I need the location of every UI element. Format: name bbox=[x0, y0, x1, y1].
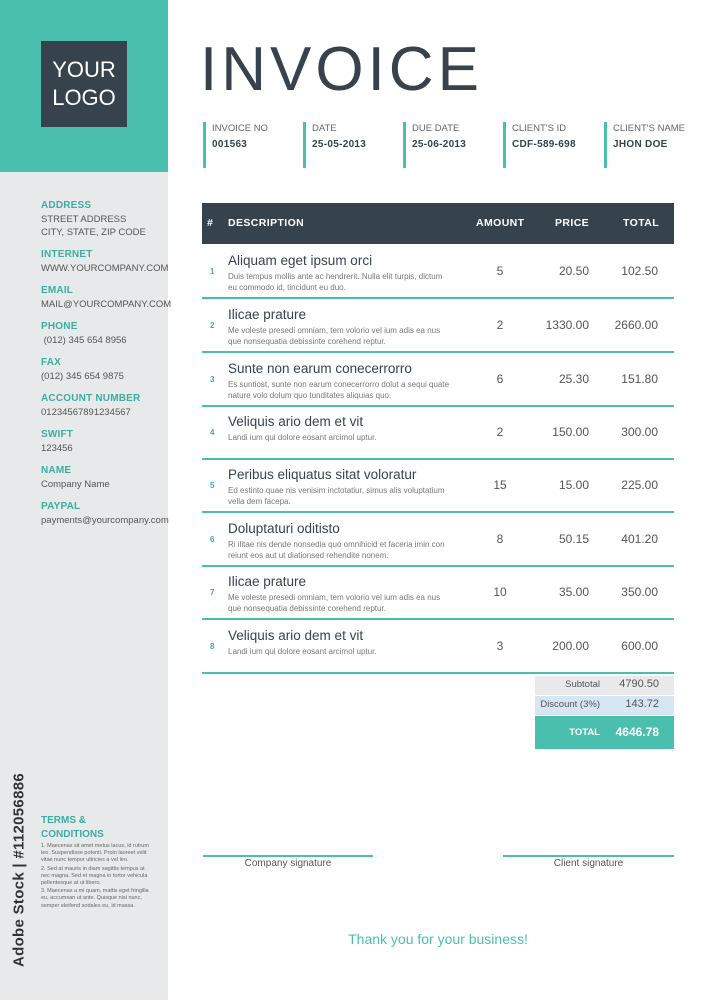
terms-and-conditions bbox=[41, 814, 151, 910]
item-title: Ilicae prature bbox=[228, 307, 307, 322]
meta-value: 25-05-2013 bbox=[312, 139, 367, 150]
client-signature-line bbox=[503, 855, 674, 857]
meta-label: INVOICE NO bbox=[212, 123, 268, 134]
discount-row bbox=[535, 696, 674, 715]
account-block bbox=[41, 392, 166, 419]
row-number: 6 bbox=[210, 535, 215, 544]
item-price: 150.00 bbox=[552, 425, 589, 439]
subtotal-label: Subtotal bbox=[565, 679, 600, 690]
meta-value: CDF-589-698 bbox=[512, 139, 576, 150]
swift-block bbox=[41, 428, 166, 455]
table-row bbox=[202, 620, 674, 674]
internet-value: WWW.YOURCOMPANY.COM bbox=[41, 263, 169, 274]
terms-title: TERMS & CONDITIONS bbox=[41, 815, 104, 840]
item-description: Ed estinto quae nis venisim inctotatiur, simus alis voluptatium vella dem facepa. bbox=[228, 486, 445, 506]
item-amount: 6 bbox=[496, 372, 504, 386]
item-amount: 3 bbox=[496, 639, 504, 653]
item-amount: 2 bbox=[496, 318, 504, 332]
meta-due-date bbox=[403, 122, 500, 168]
item-amount: 5 bbox=[496, 264, 504, 278]
subtotal-row bbox=[535, 676, 674, 695]
email-value: MAIL@YOURCOMPANY.COM bbox=[41, 299, 172, 310]
row-number: 4 bbox=[210, 428, 215, 437]
table-row bbox=[202, 353, 674, 407]
paypal-value: payments@yourcompany.com bbox=[41, 515, 169, 526]
internet-block bbox=[41, 248, 169, 275]
row-number: 3 bbox=[210, 375, 215, 384]
discount-value: 143.72 bbox=[625, 698, 659, 710]
phone-value: (012) 345 654 8956 bbox=[41, 335, 127, 346]
item-title: Aliquam eget ipsum orci bbox=[228, 253, 373, 268]
item-amount: 10 bbox=[493, 585, 507, 599]
header-description: DESCRIPTION bbox=[228, 217, 305, 229]
table-row bbox=[202, 459, 674, 513]
item-description: Me voleste presedi omniam, tem volorio vel ium adis ea nus que nonsequatia debissinte corehend reptur. bbox=[228, 326, 441, 346]
item-total: 600.00 bbox=[621, 639, 658, 653]
item-total: 225.00 bbox=[621, 478, 658, 492]
header-num: # bbox=[207, 217, 214, 229]
terms-item: 3. Maecenas a mi quam, mattis eget fringilla eu, accumsan ut ante. Quisque nisi nunc, semper eleifend sodales eu, id massa. bbox=[41, 888, 149, 909]
meta-label: DUE DATE bbox=[412, 123, 460, 134]
meta-label: CLIENT'S NAME bbox=[613, 123, 686, 134]
row-number: 5 bbox=[210, 481, 215, 490]
table-header bbox=[202, 203, 674, 244]
item-title: Sunte non earum conecerrorro bbox=[228, 361, 412, 376]
terms-item: 1. Maecenas sit amet metus lacus, id rutrum leo. Suspendisse potenti. Proin laoreet velit vitae nunc tempor ultricies a vel leo. bbox=[41, 843, 149, 864]
item-amount: 2 bbox=[496, 425, 504, 439]
item-price: 1330.00 bbox=[545, 318, 589, 332]
row-number: 7 bbox=[210, 588, 215, 597]
row-number: 2 bbox=[210, 321, 215, 330]
email-label: EMAIL bbox=[41, 285, 74, 296]
item-title: Doluptaturi oditisto bbox=[228, 521, 340, 536]
internet-label: INTERNET bbox=[41, 249, 93, 260]
paypal-label: PAYPAL bbox=[41, 501, 81, 512]
stock-watermark bbox=[4, 760, 34, 980]
paypal-block bbox=[41, 500, 169, 527]
address-line-2: CITY, STATE, ZIP CODE bbox=[41, 227, 146, 238]
company-signature-line bbox=[203, 855, 373, 857]
account-value: 01234567891234567 bbox=[41, 407, 131, 418]
item-price: 25.30 bbox=[558, 372, 589, 386]
item-description: Duis tempus mollis ante ac hendrerit. Nulla elit turpis, dictum eu commodo id, tincidunt eu duo. bbox=[228, 272, 443, 292]
name-block bbox=[41, 464, 166, 491]
address-label: ADDRESS bbox=[41, 200, 92, 211]
client-signature-label: Client signature bbox=[553, 858, 624, 869]
item-description: Es suntiost, sunte non earum conecerrorro dolut a sequi quate nature volo dolum quo tunditates aliquias quo. bbox=[228, 380, 450, 400]
item-price: 15.00 bbox=[558, 478, 589, 492]
meta-client-id bbox=[503, 122, 600, 168]
item-price: 200.00 bbox=[552, 639, 589, 653]
item-total: 401.20 bbox=[621, 532, 658, 546]
header-total: TOTAL bbox=[623, 217, 660, 229]
item-title: Veliquis ario dem et vit bbox=[228, 628, 364, 643]
total-row bbox=[535, 716, 674, 749]
item-total: 151.80 bbox=[621, 372, 658, 386]
item-price: 35.00 bbox=[558, 585, 589, 599]
total-value: 4646.78 bbox=[615, 725, 659, 739]
sidebar bbox=[0, 0, 172, 1000]
table-row bbox=[202, 406, 674, 460]
address-line-1: STREET ADDRESS bbox=[41, 214, 127, 225]
item-title: Ilicae prature bbox=[228, 574, 307, 589]
address-block bbox=[41, 199, 166, 239]
phone-block bbox=[41, 320, 166, 347]
name-value: Company Name bbox=[41, 479, 110, 490]
item-description: Ri ilitae nis dende nonsedia quo omnihicid et faceria imin con reiunt eos aut ut diationsed rehendite nonem. bbox=[228, 540, 445, 560]
meta-invoice-no bbox=[203, 122, 300, 168]
item-title: Veliquis ario dem et vit bbox=[228, 414, 364, 429]
meta-value: 001563 bbox=[212, 139, 248, 150]
row-number: 8 bbox=[210, 642, 215, 651]
name-label: NAME bbox=[41, 465, 72, 476]
invoice-title: INVOICE bbox=[200, 35, 483, 104]
row-number: 1 bbox=[210, 267, 215, 276]
item-title: Peribus eliquatus sitat voloratur bbox=[228, 467, 417, 482]
logo-line-1: YOUR bbox=[52, 57, 116, 82]
swift-label: SWIFT bbox=[41, 429, 74, 440]
item-amount: 8 bbox=[496, 532, 504, 546]
item-total: 300.00 bbox=[621, 425, 658, 439]
thank-you-message: Thank you for your business! bbox=[348, 931, 528, 947]
header-amount: AMOUNT bbox=[476, 217, 525, 229]
item-price: 20.50 bbox=[558, 264, 589, 278]
item-amount: 15 bbox=[493, 478, 507, 492]
company-info bbox=[41, 199, 172, 536]
table-row bbox=[202, 566, 674, 620]
company-logo bbox=[41, 41, 127, 127]
item-description: Landi ium qui dolore eosant arcimol uptur. bbox=[228, 647, 377, 656]
terms-item: 2. Sed at mauris in diam sagittis tempus at nec magna. Sed et magna in tortor vehicula pellentesque at ut libero. bbox=[41, 865, 148, 887]
table-row bbox=[202, 245, 674, 299]
phone-label: PHONE bbox=[41, 321, 78, 332]
discount-label: Discount (3%) bbox=[540, 699, 600, 710]
meta-date bbox=[303, 122, 400, 168]
fax-block bbox=[41, 356, 166, 383]
table-row bbox=[202, 299, 674, 353]
watermark-text: Adobe Stock | #112056886 bbox=[10, 772, 28, 968]
meta-client-name bbox=[604, 122, 705, 168]
fax-value: (012) 345 654 9875 bbox=[41, 371, 124, 382]
fax-label: FAX bbox=[41, 357, 62, 368]
meta-label: DATE bbox=[312, 123, 337, 134]
item-price: 50.15 bbox=[558, 532, 589, 546]
swift-value: 123456 bbox=[41, 443, 73, 454]
item-total: 2660.00 bbox=[614, 318, 658, 332]
item-description: Me voleste presedi omniam, tem volorio vel ium adis ea nus que nonsequatia debissinte corehend reptur. bbox=[228, 593, 441, 613]
meta-value: JHON DOE bbox=[613, 139, 668, 150]
total-label: TOTAL bbox=[569, 727, 600, 738]
meta-label: CLIENT'S ID bbox=[512, 123, 567, 134]
table-row bbox=[202, 513, 674, 567]
header-price: PRICE bbox=[555, 217, 590, 229]
item-total: 102.50 bbox=[621, 264, 658, 278]
item-description: Landi ium qui dolore eosant arcimol uptur. bbox=[228, 433, 377, 442]
subtotal-value: 4790.50 bbox=[619, 678, 659, 690]
meta-value: 25-06-2013 bbox=[412, 139, 467, 150]
company-signature-label: Company signature bbox=[244, 858, 332, 869]
email-block bbox=[41, 284, 172, 311]
item-total: 350.00 bbox=[621, 585, 658, 599]
logo-line-2: LOGO bbox=[52, 85, 116, 110]
account-label: ACCOUNT NUMBER bbox=[41, 393, 141, 404]
